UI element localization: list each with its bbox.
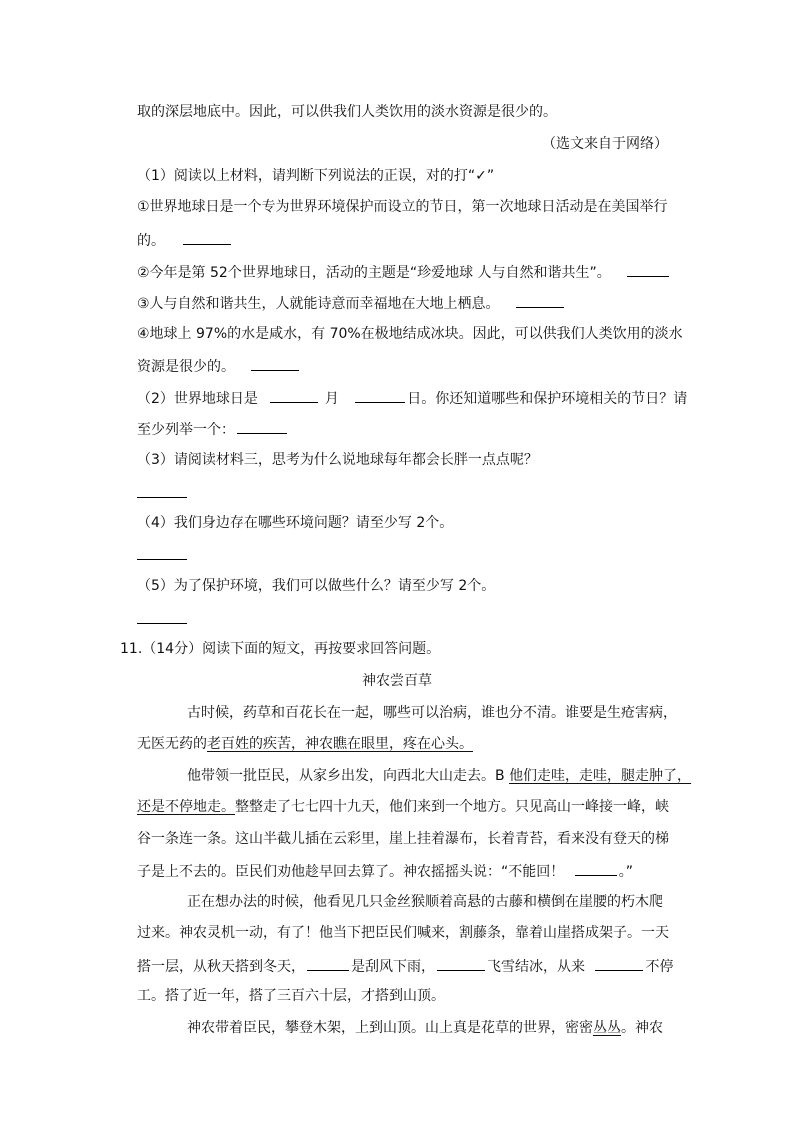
p3-blank-3[interactable]	[595, 956, 643, 971]
p1-line-2	[137, 735, 473, 753]
p4-line-1-end: 。神农	[621, 1020, 663, 1036]
q1-statement-1-end: 的。	[137, 233, 165, 249]
p3-line-3-mid2: 飞雪结冰，从来	[487, 959, 585, 975]
q2-prompt: （2）世界地球日是	[137, 391, 258, 407]
q2-festival-blank[interactable]	[237, 419, 287, 434]
p3-line-1: 正在想办法的时候，他看见几只金丝猴顺着高悬的古藤和横倒在崖腰的朽木爬	[187, 894, 663, 910]
q3-answer-line	[137, 483, 187, 503]
q5-prompt: （5）为了保护环境，我们可以做些什么？请至少写 2个。	[137, 578, 496, 594]
q1-statement-4-cont	[137, 356, 301, 376]
q2-question: 日。你还知道哪些和保护环境相关的节日？请	[407, 391, 688, 407]
p3-blank-1[interactable]	[307, 956, 349, 971]
q2-month-blank[interactable]	[270, 388, 318, 403]
q5-answer-blank[interactable]	[137, 609, 187, 624]
p3-line-3-mid1: 是刮风下雨，	[351, 959, 435, 975]
p2-line-4-start: 子是上不去的。臣民们劝他趁早回去算了。神农摇摇头说：“不能回！	[137, 864, 565, 880]
q1-statement-1: ①世界地球日是一个专为世界环境保护而设立的节日，第一次地球日活动是在美国举行	[137, 199, 668, 215]
p3-line-2: 过来。神农灵机一动，有了！他当下把臣民们喊来，割藤条，靠着山崖搭成架子。一天	[137, 925, 669, 941]
q2-month-label: 月	[324, 391, 339, 407]
q1-statement-1-cont	[137, 230, 233, 250]
article-title: 神农尝百草	[362, 673, 432, 689]
p2-line-3: 谷一条连一条。这山半截儿插在云彩里，崖上挂着瀑布，长着青苔，看来没有登天的梯	[137, 831, 669, 847]
q1-answer-blank-2[interactable]	[627, 262, 669, 277]
q1-statement-2-line	[137, 262, 671, 282]
q1-answer-blank-1[interactable]	[183, 230, 231, 245]
p2-quote-blank[interactable]	[575, 861, 617, 876]
q4-prompt: （4）我们身边存在哪些环境问题？请至少写 2个。	[137, 515, 454, 531]
p4-line-1-start: 神农带着臣民，攀登木架，上到山顶。山上真是花草的世界，密密	[187, 1020, 593, 1036]
p1-line-1: 古时候，药草和百花长在一起，哪些可以治病，谁也分不清。谁要是生疮害病，	[187, 705, 677, 721]
p3-blank-2[interactable]	[437, 956, 485, 971]
source-note: （选文来自于网络）	[542, 136, 668, 152]
p2-line-2-rest: 整整走了七七四十九天，他们来到一个地方。只见高山一峰接一峰，峡	[235, 799, 669, 815]
q2-line-1	[137, 388, 687, 408]
q1-answer-blank-3[interactable]	[516, 293, 564, 308]
p3-line-4: 工。搭了近一年，搭了三百六十层，才搭到山顶。	[137, 988, 445, 1004]
p3-line-3-end: 不停	[645, 959, 674, 975]
q1-answer-blank-4[interactable]	[251, 356, 299, 371]
q1-statement-3-line	[137, 293, 566, 313]
q1-statement-4-end: 资源是很少的。	[137, 359, 235, 375]
q4-answer-blank[interactable]	[137, 545, 187, 560]
q1-statement-2: ②今年是第 52个世界地球日，活动的主题是“珍爱地球 人与自然和谐共生”。	[137, 265, 611, 281]
p1-line-2-start: 无医无药的	[137, 736, 207, 752]
p2-underlined-b-part1: 他们走哇，走哇，腿走肿了，	[509, 768, 692, 784]
q1-prompt: （1）阅读以上材料，请判断下列说法的正误，对的打“✓”	[137, 168, 495, 184]
p3-line-3-start: 搭一层，从秋天搭到冬天，	[137, 959, 305, 975]
p4-line-1	[187, 1019, 663, 1037]
q1-statement-4: ④地球上 97%的水是咸水，有 70%在极地结成冰块。因此，可以供我们人类饮用的淡水	[137, 326, 683, 342]
p3-line-3	[137, 956, 673, 976]
q2-list-prompt: 至少列举一个：	[137, 422, 235, 438]
q2-day-blank[interactable]	[355, 388, 405, 403]
q5-answer-line	[137, 609, 187, 629]
p2-line-2	[137, 798, 669, 816]
q2-line-2	[137, 419, 289, 439]
p2-line-4-end: 。”	[618, 864, 633, 880]
passage-end-line: 取的深层地底中。因此，可以供我们人类饮用的淡水资源是很少的。	[137, 104, 557, 120]
p4-underlined-word: 丛丛	[593, 1020, 621, 1036]
p2-line-4	[137, 861, 633, 881]
q3-prompt: （3）请阅读材料三，思考为什么说地球每年都会长胖一点点呢？	[137, 452, 538, 468]
p2-line-1	[187, 767, 691, 785]
q3-answer-blank[interactable]	[137, 483, 187, 498]
q11-header: 11.（14分）阅读下面的短文，再按要求回答问题。	[120, 641, 441, 657]
q1-statement-3: ③人与自然和谐共生，人就能诗意而幸福地在大地上栖息。	[137, 296, 500, 312]
p2-line-1-start: 他带领一批臣民，从家乡出发，向西北大山走去。B	[187, 768, 510, 784]
q4-answer-line	[137, 545, 187, 565]
p2-underlined-b-part2: 还是不停地走。	[137, 799, 235, 815]
p1-underlined-sentence: 老百姓的疾苦，神农瞧在眼里，疼在心头。	[207, 736, 473, 752]
